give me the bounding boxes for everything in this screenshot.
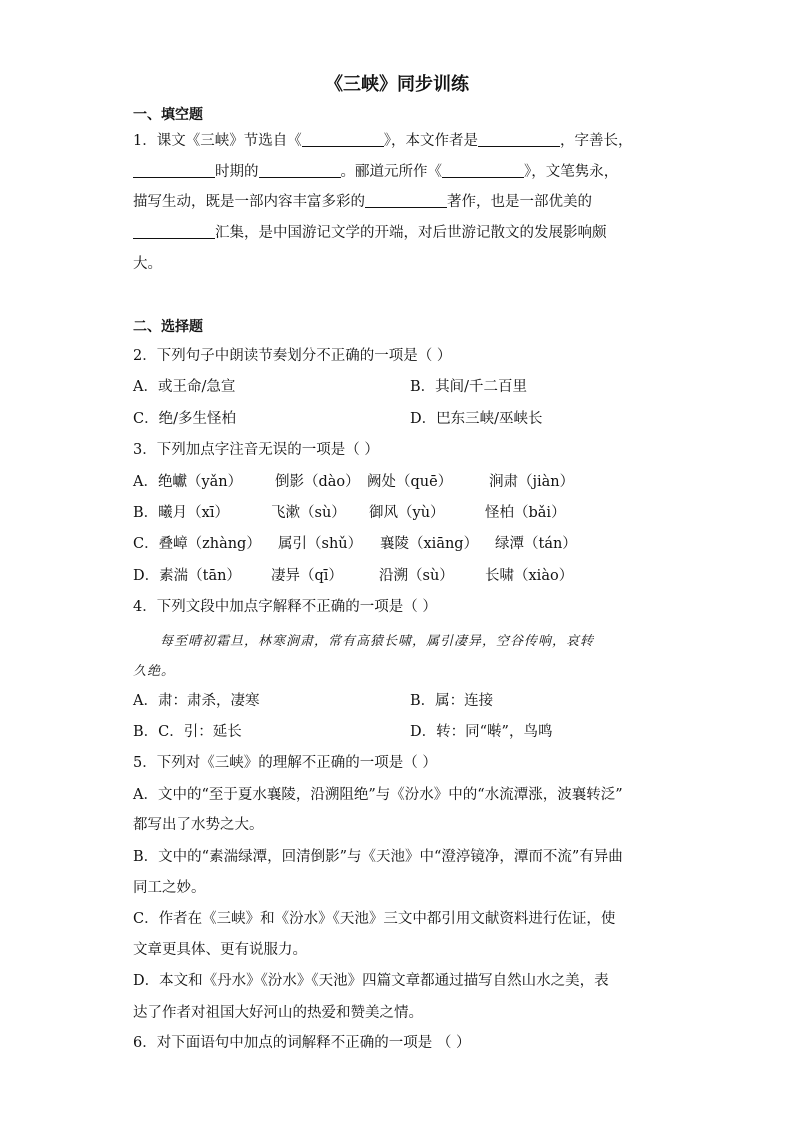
q1-text: 1．课文《三峡》节选自《 xyxy=(133,133,302,149)
pinyin-item: 襄陵（xiāng） xyxy=(380,536,479,552)
q6-stem: 6．对下面语句中加点的词解释不正确的一项是 （ ） xyxy=(133,1035,471,1051)
answer-blank[interactable] xyxy=(259,163,341,178)
pinyin-item: 长啸（xiào） xyxy=(485,568,574,584)
section-fill-in: 一、填空题 xyxy=(133,107,203,123)
option-a[interactable]: A．肃：肃杀，凄寒 xyxy=(133,693,260,709)
q2-stem: 2．下列句子中朗读节奏划分不正确的一项是（ ） xyxy=(133,348,452,364)
q5-option-b-cont: 同工之妙。 xyxy=(133,880,206,896)
q1-text: 。郦道元所作《 xyxy=(340,164,442,180)
pinyin-item: 绿潭（tán） xyxy=(495,536,577,552)
option-c[interactable]: B．C．引：延长 xyxy=(133,724,242,740)
q3-option-d[interactable] xyxy=(133,566,603,586)
q1-text: 著作，也是一部优美的 xyxy=(447,194,592,210)
pinyin-item: 属引（shǔ） xyxy=(278,536,363,552)
pinyin-item: 阙处（quē） xyxy=(367,474,453,490)
q4-passage-line-2: 久绝。 xyxy=(133,664,176,679)
answer-blank[interactable] xyxy=(478,132,560,147)
pinyin-item: D．素湍（tān） xyxy=(133,568,241,584)
section-multiple-choice: 二、选择题 xyxy=(133,319,203,335)
q5-option-c[interactable]: C．作者在《三峡》和《汾水》《天池》三文中都引用文献资料进行佐证，使 xyxy=(133,911,616,927)
pinyin-item: 涧肃（jiàn） xyxy=(489,474,575,490)
q1-line-2 xyxy=(133,162,618,182)
answer-blank[interactable] xyxy=(133,163,215,178)
answer-blank[interactable] xyxy=(302,132,384,147)
q5-option-a-cont: 都写出了水势之大。 xyxy=(133,817,264,833)
q5-option-d-cont: 达了作者对祖国大好河山的热爱和赞美之情。 xyxy=(133,1005,423,1021)
answer-blank[interactable] xyxy=(442,163,524,178)
option-c[interactable]: C．绝/多生怪柏 xyxy=(133,411,236,427)
option-b[interactable]: B．其间/千二百里 xyxy=(410,379,528,395)
option-d[interactable]: D．巴东三峡/巫峡长 xyxy=(410,411,543,427)
q1-text: 描写生动，既是一部内容丰富多彩的 xyxy=(133,194,365,210)
q3-option-c[interactable] xyxy=(133,534,603,554)
pinyin-item: 飞漱（sù） xyxy=(271,505,346,521)
q2-options-row-2 xyxy=(133,409,543,429)
q4-passage-line-1: 每至晴初霜旦，林寒涧肃，常有高猿长啸，属引凄异，空谷传响，哀转 xyxy=(160,634,595,649)
q1-line-4 xyxy=(133,223,607,243)
option-d[interactable]: D．转：同“啭”，鸟鸣 xyxy=(410,724,553,740)
q3-option-b[interactable] xyxy=(133,503,603,523)
q1-line-5: 大。 xyxy=(133,256,162,272)
q3-stem: 3．下列加点字注音无误的一项是（ ） xyxy=(133,442,379,458)
pinyin-item: B．曦月（xī） xyxy=(133,505,229,521)
q4-options-row-1 xyxy=(133,691,494,711)
q5-option-c-cont: 文章更具体、更有说服力。 xyxy=(133,942,307,958)
q3-option-a[interactable] xyxy=(133,472,603,492)
q1-text: ，字善长， xyxy=(559,133,633,149)
q5-option-b[interactable]: B．文中的“素湍绿潭，回清倒影”与《天池》中“澄渟镜净，潭而不流”有异曲 xyxy=(133,849,623,865)
q4-stem: 4．下列文段中加点字解释不正确的一项是（ ） xyxy=(133,599,437,615)
pinyin-item: 沿溯（sù） xyxy=(379,568,454,584)
pinyin-item: C．叠嶂（zhàng） xyxy=(133,536,261,552)
option-a[interactable]: A．或王命/急宣 xyxy=(133,379,236,395)
q1-text: 》，本文作者是 xyxy=(383,133,478,149)
q5-option-a[interactable]: A．文中的“至于夏水襄陵，沿溯阻绝”与《汾水》中的“水流潭涨，波襄转泛” xyxy=(133,787,623,803)
q2-options-row-1 xyxy=(133,377,528,397)
q1-line-3 xyxy=(133,192,592,212)
pinyin-item: 倒影（dào） xyxy=(275,474,360,490)
page-title: 《三峡》同步训练 xyxy=(325,74,469,95)
q1-line-1 xyxy=(133,131,632,151)
q5-stem: 5．下列对《三峡》的理解不正确的一项是（ ） xyxy=(133,755,437,771)
pinyin-item: A．绝巘（yǎn） xyxy=(133,474,243,490)
pinyin-item: 凄异（qī） xyxy=(271,568,343,584)
pinyin-item: 怪柏（bǎi） xyxy=(485,505,566,521)
answer-blank[interactable] xyxy=(365,193,447,208)
pinyin-item: 御风（yù） xyxy=(369,505,445,521)
q1-text: 时期的 xyxy=(215,164,259,180)
q1-text: 》，文笔隽永， xyxy=(524,164,619,180)
answer-blank[interactable] xyxy=(133,224,215,239)
q1-text: 汇集，是中国游记文学的开端，对后世游记散文的发展影响颇 xyxy=(215,225,607,241)
option-b[interactable]: B．属：连接 xyxy=(410,693,494,709)
q4-options-row-2 xyxy=(133,722,553,742)
q5-option-d[interactable]: D．本文和《丹水》《汾水》《天池》四篇文章都通过描写自然山水之美，表 xyxy=(133,973,609,989)
